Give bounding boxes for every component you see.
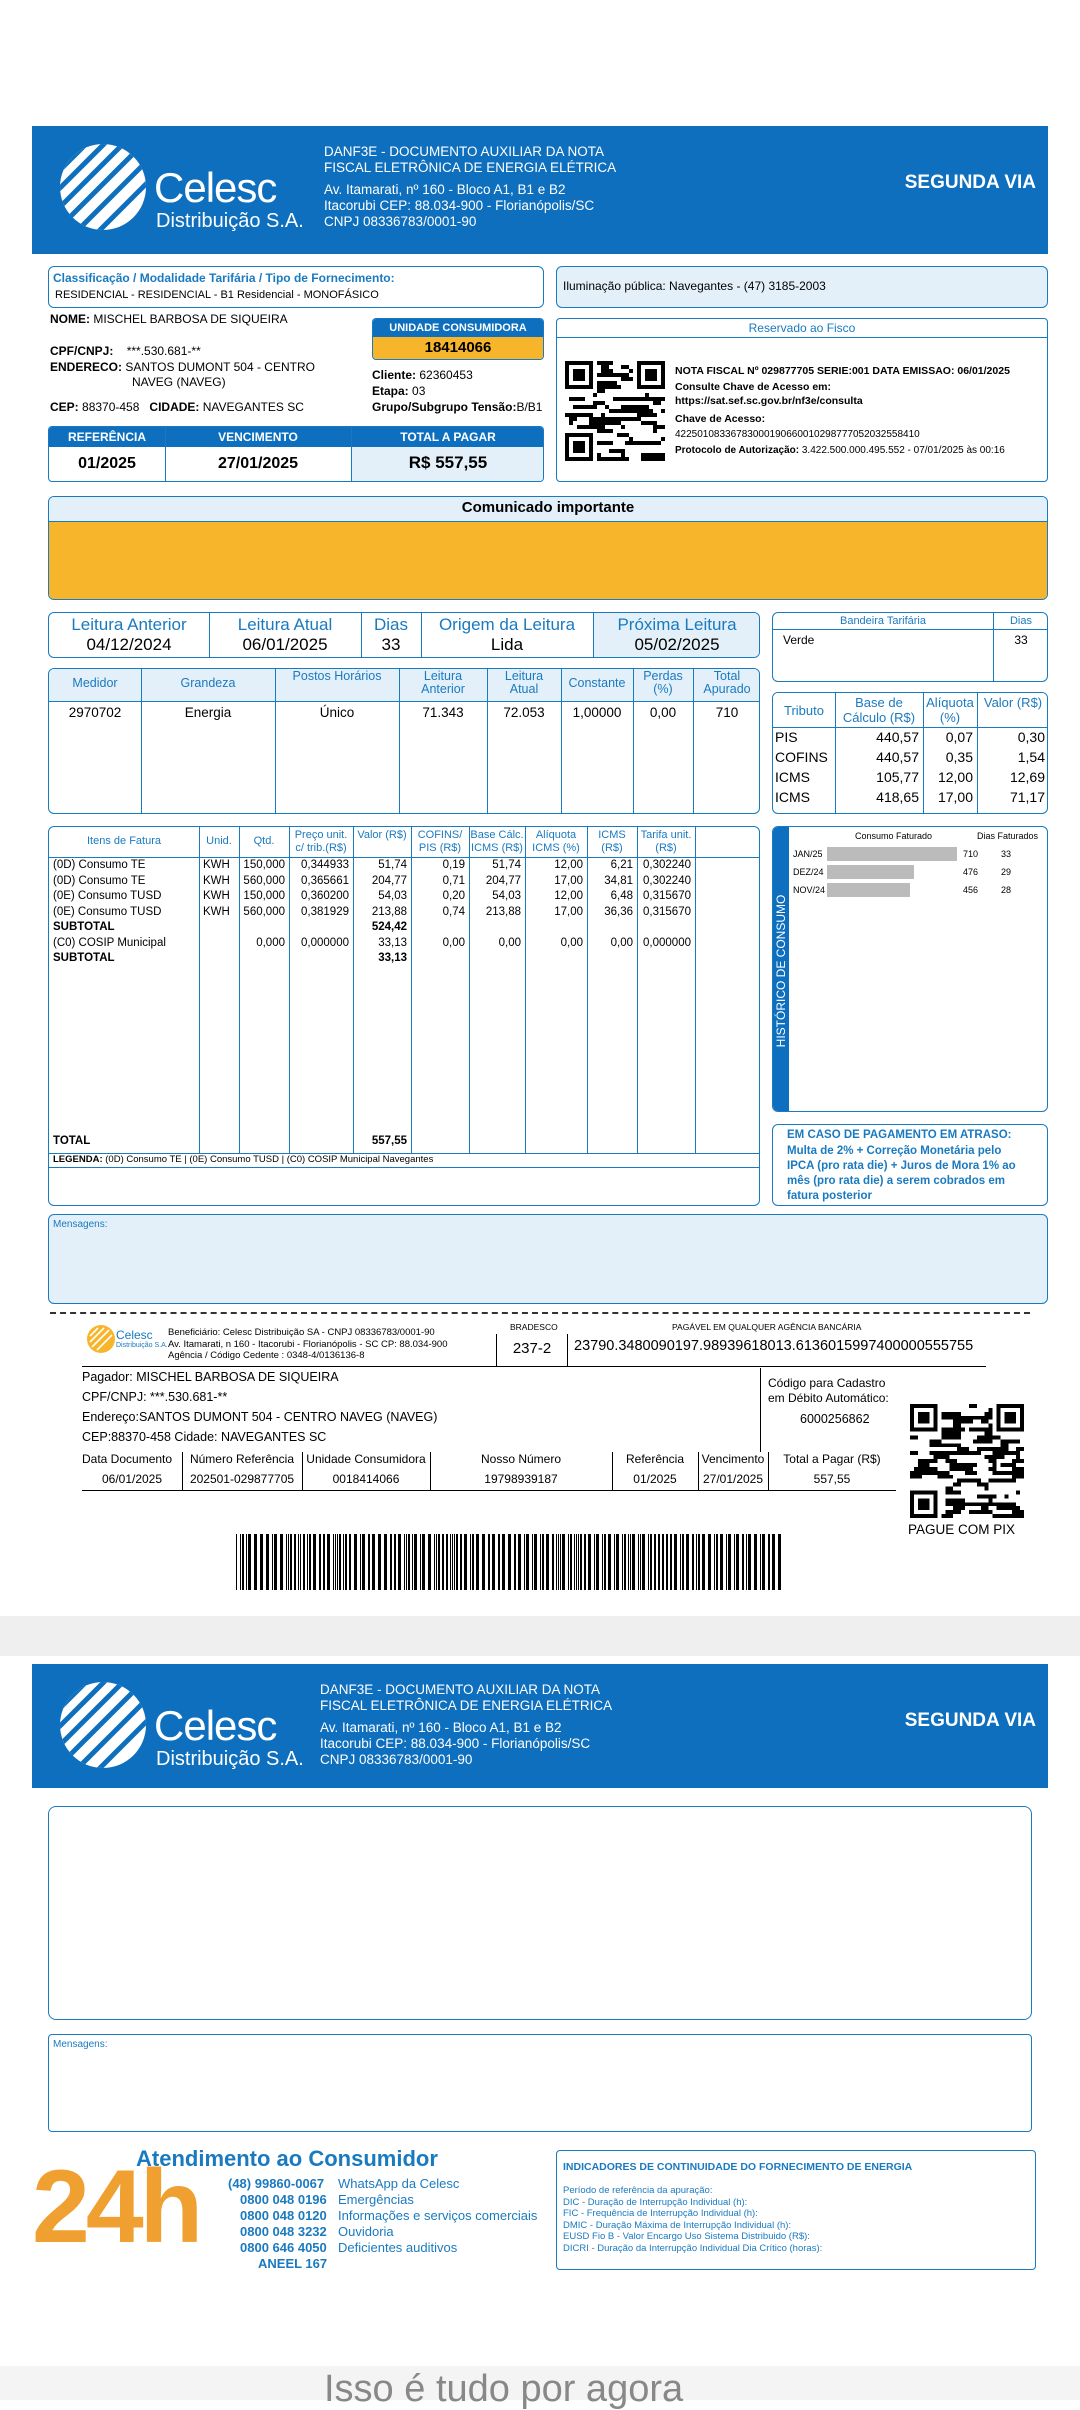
pagador: Pagador: MISCHEL BARBOSA DE SIQUEIRA [82, 1370, 339, 1384]
itens-cell: 12,00 [554, 859, 583, 871]
origem-label: Origem da Leitura [438, 615, 576, 634]
medidor-cell: 0,00 [649, 705, 677, 720]
itens-cell: (0D) Consumo TE [53, 859, 146, 871]
iluminacao-box [556, 266, 1048, 308]
historico-kwh: 710 [963, 849, 979, 859]
indicadores-title: INDICADORES DE CONTINUIDADE DO FORNECIMENTO DE ENERGIA [563, 2161, 913, 2173]
itens-cell: 6,48 [610, 890, 633, 902]
nfe-qrcode [565, 361, 665, 461]
cliente-endereco2: NAVEG (NAVEG) [132, 375, 226, 389]
historico-dias: 29 [1001, 867, 1012, 877]
itens-cell: 0,315670 [643, 890, 691, 902]
boleto-field-value: 01/2025 [633, 1472, 677, 1486]
bandeira-valor: Verde [783, 633, 815, 647]
atraso-l3: mês (pro rata die) a serem cobrados em [787, 1175, 1005, 1187]
itens-cell: 204,77 [485, 874, 521, 887]
total-label: TOTAL A PAGAR [400, 430, 496, 444]
tributo-cell: COFINS [775, 749, 828, 765]
historico-bar [827, 865, 914, 879]
beneficiario-endereco: Av. Itamarati, n 160 - Itacorubi - Florianópolis - SC CP: 88.034-900 [168, 1339, 448, 1350]
itens-header: Itens de Fatura [87, 835, 161, 847]
tributo-cell: 71,17 [1009, 789, 1045, 805]
itens-header: Alíquota ICMS (%) [532, 829, 580, 854]
itens-cell: 34,81 [604, 874, 633, 887]
boleto-field-label: Data Documento [82, 1452, 173, 1466]
leitura-anterior-label: Leitura Anterior [71, 615, 187, 634]
medidor-cell: 2970702 [68, 705, 122, 720]
itens-cell: 51,74 [378, 859, 407, 871]
itens-cell: 0,315670 [643, 905, 691, 918]
bandeira-label: Bandeira Tarifária [839, 615, 926, 627]
cliente-cpf: CPF/CNPJ: ***.530.681-** [50, 344, 201, 358]
itens-header: ICMS (R$) [598, 829, 626, 854]
boleto-field-value: 0018414066 [332, 1472, 400, 1486]
medidor-cell: 710 [715, 705, 739, 720]
medidor-header: Leitura Atual [504, 669, 544, 696]
celesc-logo-icon [58, 142, 148, 232]
header-info [320, 1682, 612, 1768]
boleto-field-value: 19798939187 [484, 1472, 558, 1486]
itens-cell: 33,13 [378, 936, 407, 949]
pix-qrcode[interactable] [910, 1404, 1024, 1518]
venc-label: VENCIMENTO [218, 430, 298, 444]
tributo-cell: 17,00 [937, 789, 973, 805]
origem-value: Lida [490, 635, 524, 654]
cliente-id: Cliente: 62360453 [372, 368, 473, 382]
barcode [236, 1534, 788, 1590]
small-brand-sub: Distribuição S.A. [116, 1342, 168, 1349]
itens-cell: 0,00 [560, 936, 583, 949]
tributo-header: Base de Cálculo (R$) [842, 695, 916, 725]
proxima-label: Próxima Leitura [617, 615, 737, 634]
itens-cell: 560,000 [243, 905, 285, 918]
cliente-nome: NOME: MISCHEL BARBOSA DE SIQUEIRA [50, 312, 288, 326]
atendimento-desc: Emergências [338, 2192, 414, 2207]
historico-bar [827, 847, 957, 861]
comunicado-title: Comunicado importante [49, 497, 1047, 521]
historico-vertical-label: HISTÓRICO DE CONSUMO [774, 894, 788, 1048]
itens-cell: 0,344933 [301, 859, 349, 871]
footer-text: Isso é tudo por agora [324, 2368, 684, 2410]
historico-dias: 33 [1001, 849, 1012, 859]
tributo-cell: 1,54 [1017, 749, 1045, 765]
atraso-l2: IPCA (pro rata die) + Juros de Mora 1% ao [787, 1160, 1016, 1172]
header-line1: DANF3E - DOCUMENTO AUXILIAR DA NOTA [320, 1682, 601, 1697]
pagador-endereco: Endereço:SANTOS DUMONT 504 - CENTRO NAVEG (NAVEG) [82, 1410, 438, 1424]
itens-cell: 0,360200 [301, 890, 349, 902]
itens-header: COFINS/ PIS (R$) [417, 829, 463, 854]
atraso-title: EM CASO DE PAGAMENTO EM ATRASO: [787, 1129, 1012, 1141]
tributo-cell: 0,07 [945, 729, 973, 745]
itens-cell: SUBTOTAL [53, 952, 115, 964]
tributo-cell: PIS [775, 729, 798, 745]
itens-cell: 0,381929 [301, 905, 349, 918]
itens-cell: 0,20 [442, 890, 465, 902]
venc-value: 27/01/2025 [217, 455, 299, 472]
medidor-header: Total Apurado [703, 669, 751, 696]
atendimento-24h: 24h [32, 2149, 200, 2265]
header-line3: Av. Itamarati, nº 160 - Bloco A1, B1 e B2 [320, 1720, 562, 1735]
boleto-field-label: Nosso Número [480, 1452, 562, 1466]
pix-label: PAGUE COM PIX [908, 1522, 1016, 1537]
atendimento-desc: Informações e serviços comerciais [338, 2208, 538, 2223]
itens-cell: KWH [203, 890, 230, 902]
itens-cell: 12,00 [554, 890, 583, 902]
boleto-field-label: Unidade Consumidora [306, 1452, 426, 1466]
boleto-line [82, 1490, 896, 1491]
medidor-cell: 72.053 [503, 705, 545, 720]
tributos-header-line [773, 727, 1048, 728]
historico-dias: 28 [1001, 885, 1012, 895]
medidor-header: Constante [568, 676, 626, 690]
cliente-cep: CEP: 88370-458 CIDADE: NAVEGANTES SC [50, 400, 304, 414]
header-info [324, 144, 616, 230]
itens-cell: 213,88 [485, 905, 521, 918]
col-divider [199, 827, 200, 1153]
small-brand: Celesc [116, 1328, 153, 1342]
itens-cell: 0,000 [256, 936, 285, 949]
itens-total-value: 557,55 [371, 1135, 407, 1147]
itens-cell: 560,000 [243, 874, 285, 887]
itens-cell: 0,000000 [643, 936, 691, 949]
cut-line [50, 1312, 1030, 1314]
historico-kwh: 456 [963, 885, 979, 895]
invoice-header-2 [32, 1664, 1048, 1788]
pagador-cep: CEP:88370-458 Cidade: NAVEGANTES SC [82, 1430, 327, 1444]
leitura-anterior: 04/12/2024 [86, 635, 172, 654]
boleto-field-value: 202501-029877705 [189, 1472, 295, 1486]
mensagens-box [48, 1214, 1048, 1304]
atraso-box [772, 1124, 1048, 1206]
bandeira-dias-label: Dias [1009, 615, 1032, 627]
itens-cell: 6,21 [610, 859, 633, 871]
itens-cell: 17,00 [554, 905, 583, 918]
fisco-label: Reservado ao Fisco [748, 321, 856, 335]
cadastro-label1: Código para Cadastro [768, 1376, 886, 1390]
itens-cell: 36,36 [604, 905, 633, 918]
boleto-divider [768, 1452, 769, 1490]
celesc-small-logo-icon [86, 1324, 116, 1354]
iluminacao-text: Iluminação pública: Navegantes - (47) 3185-2003 [563, 279, 826, 293]
classification-label: Classificação / Modalidade Tarifária / Tipo de Fornecimento: [53, 271, 395, 285]
dias-label: Dias [373, 615, 408, 634]
empty-panel [48, 1806, 1032, 2020]
payment-summary [48, 426, 544, 482]
atendimento-numero: 0800 646 4050 [240, 2240, 327, 2255]
itens-cell: 150,000 [243, 859, 285, 871]
bandeira-box [772, 612, 1048, 682]
celesc-logo-icon [58, 1680, 148, 1770]
banco-code: 237-2 [512, 1340, 552, 1357]
itens-cell: 0,302240 [643, 874, 691, 887]
leitura-atual: 06/01/2025 [242, 635, 328, 654]
tributo-cell: 0,30 [1017, 729, 1045, 745]
boleto-divider [430, 1452, 431, 1490]
grupo: Grupo/Subgrupo Tensão:B/B1 [372, 400, 543, 414]
atendimento-numero: 0800 048 0196 [240, 2192, 327, 2207]
itens-total-label: TOTAL [53, 1135, 91, 1147]
medidor-cell: 71.343 [422, 705, 464, 720]
header-line4: Itacorubi CEP: 88.034-900 - Florianópolis/SC [324, 198, 595, 213]
nf-number: NOTA FISCAL Nº 029877705 SERIE:001 DATA EMISSAO: 06/01/2025 [675, 365, 1010, 377]
col-divider [141, 669, 142, 814]
historico-bar [827, 883, 910, 897]
chave-value: 42250108336783000190660010298777052032558410 [675, 429, 920, 440]
historico-kwh: 476 [963, 867, 979, 877]
tributo-cell: 440,57 [876, 749, 919, 765]
tributo-cell: 0,35 [945, 749, 973, 765]
medidor-header: Postos Horários [292, 669, 382, 683]
boleto-field-value: 06/01/2025 [101, 1472, 163, 1486]
uc-box [372, 318, 544, 360]
itens-cell: (0D) Consumo TE [53, 874, 146, 887]
page-gap [0, 1616, 1080, 1656]
itens-header: Qtd. [253, 835, 275, 847]
etapa: Etapa: 03 [372, 384, 426, 398]
atendimento-desc: Deficientes auditivos [338, 2240, 458, 2255]
itens-cell: 204,77 [371, 874, 407, 887]
indicador-line: DMIC - Duração Máxima de Interrupção Individual (h): [563, 2219, 792, 2231]
itens-legenda: LEGENDA: (0D) Consumo TE | (0E) Consumo TUSD | (C0) COSIP Municipal Navegantes [53, 1154, 434, 1165]
brand-name: Celesc [154, 1702, 277, 1749]
itens-cell: 150,000 [243, 890, 285, 902]
itens-cell: 0,000000 [301, 936, 349, 949]
banco-label: BRADESCO [510, 1322, 558, 1332]
col-divider [695, 827, 696, 1153]
total-value: R$ 557,55 [408, 453, 488, 472]
invoice-header [32, 126, 1048, 254]
itens-cell: 54,03 [492, 890, 521, 902]
leitura-atual-label: Leitura Atual [237, 615, 333, 634]
itens-header: Base Cálc. ICMS (R$) [470, 829, 524, 854]
medidor-header: Medidor [72, 676, 118, 690]
boleto-divider [182, 1452, 183, 1490]
itens-cell: 213,88 [371, 905, 407, 918]
segunda-via-label: SEGUNDA VIA [904, 172, 1036, 193]
cadastro-code: 6000256862 [800, 1412, 870, 1426]
medidor-header: Leitura Anterior [421, 669, 465, 696]
atendimento-desc: Ouvidoria [338, 2224, 394, 2239]
header-line2: FISCAL ELETRÔNICA DE ENERGIA ELÉTRICA [320, 1698, 613, 1713]
itens-box [48, 826, 760, 1206]
medidor-cell: Energia [184, 705, 232, 720]
cliente-endereco: ENDERECO: SANTOS DUMONT 504 - CENTRO [50, 360, 315, 374]
itens-cell: KWH [203, 905, 230, 918]
itens-header-line [49, 857, 760, 858]
medidor-box [48, 668, 760, 814]
header-line4: Itacorubi CEP: 88.034-900 - Florianópolis/SC [320, 1736, 591, 1751]
invoice-page-1 [32, 126, 1048, 1610]
historico-mes: NOV/24 [793, 885, 826, 895]
historico-col2: Dias Faturados [977, 831, 1039, 841]
itens-cell: 0,74 [442, 905, 465, 918]
dias-value: 33 [381, 635, 401, 654]
segunda-via-label: SEGUNDA VIA [904, 1710, 1036, 1731]
tributo-cell: 12,69 [1009, 769, 1045, 785]
indicador-line: DIC - Duração de Interrupção Individual (h): [563, 2196, 748, 2208]
itens-cell: 0,365661 [301, 874, 349, 887]
tributo-cell: 418,65 [876, 789, 919, 805]
uc-label: UNIDADE CONSUMIDORA [373, 319, 543, 337]
itens-header: Unid. [206, 835, 232, 847]
boleto-divider [302, 1452, 303, 1490]
indicadores-box [556, 2150, 1036, 2270]
pagador-cpf: CPF/CNPJ: ***.530.681-** [82, 1390, 228, 1404]
comunicado-box [48, 496, 1048, 600]
pagavel: PAGÁVEL EM QUALQUER AGÊNCIA BANCÁRIA [672, 1322, 862, 1332]
tributo-cell: 12,00 [937, 769, 973, 785]
mensagens-label: Mensagens: [53, 1219, 108, 1230]
medidor-header: Perdas (%) [643, 669, 683, 696]
atendimento-numero: (48) 99860-0067 [228, 2176, 325, 2191]
tributo-cell: 105,77 [876, 769, 919, 785]
mensagens-label: Mensagens: [53, 2039, 108, 2050]
itens-cell: 33,13 [378, 952, 407, 964]
historico-col1: Consumo Faturado [855, 831, 933, 841]
tributo-header: Alíquota (%) [926, 695, 974, 725]
itens-header: Tarifa unit. (R$) [640, 829, 692, 854]
boleto-field-value: 27/01/2025 [702, 1472, 764, 1486]
itens-cell: 0,00 [610, 936, 633, 949]
historico-mes: DEZ/24 [793, 867, 824, 877]
atraso-l1: Multa de 2% + Correção Monetária pelo [787, 1145, 1002, 1157]
aneel: ANEEL 167 [258, 2256, 328, 2271]
classification-value: RESIDENCIAL - RESIDENCIAL - B1 Residencial - MONOFÁSICO [55, 289, 379, 301]
itens-cell: KWH [203, 859, 230, 871]
brand-sub: Distribuição S.A. [156, 210, 304, 232]
itens-cell: (0E) Consumo TUSD [53, 905, 162, 918]
atendimento-numero: 0800 048 3232 [240, 2224, 327, 2239]
indicador-line: FIC - Frequência de Interrupção Individual (h): [563, 2208, 758, 2219]
ref-label: REFERÊNCIA [67, 430, 146, 444]
itens-cell: 0,00 [498, 936, 521, 949]
itens-cell: 51,74 [492, 859, 521, 871]
itens-header: Preço unit. c/ trib.(R$) [294, 829, 348, 854]
uc-number: 18414066 [373, 337, 543, 360]
itens-cell: (C0) COSIP Municipal [53, 936, 166, 949]
chave-label: Chave de Acesso: [675, 413, 766, 425]
boleto-field-label: Referência [625, 1452, 685, 1466]
indicador-line: DICRI - Duração da Interrupção Individual Dia Crítico (horas): [563, 2242, 823, 2254]
agencia: Agência / Código Cedente : 0348-4/0136136-8 [168, 1350, 365, 1361]
ref-value: 01/2025 [78, 455, 136, 472]
itens-cell: (0E) Consumo TUSD [53, 890, 162, 902]
invoice-page-2 [32, 1664, 1048, 2284]
classification-box [48, 266, 544, 308]
boleto-field-label: Vencimento [701, 1452, 765, 1466]
col-divider [275, 669, 276, 814]
header-line5: CNPJ 08336783/0001-90 [324, 214, 477, 229]
boleto-divider [612, 1452, 613, 1490]
header-line2: FISCAL ELETRÔNICA DE ENERGIA ELÉTRICA [324, 160, 617, 175]
beneficiario: Beneficiário: Celesc Distribuição SA - CNPJ 08336783/0001-90 [168, 1327, 435, 1338]
itens-cell: 0,19 [442, 859, 465, 871]
itens-header: Valor (R$) [357, 829, 407, 841]
boleto-field-label: Total a Pagar (R$) [783, 1452, 881, 1466]
tributo-cell: ICMS [775, 789, 810, 805]
indicador-line: Período de referência da apuração: [563, 2185, 713, 2196]
itens-cell: 0,71 [442, 874, 465, 887]
atraso-l4: fatura posterior [787, 1190, 872, 1202]
historico-box [772, 826, 1048, 1112]
header-line1: DANF3E - DOCUMENTO AUXILIAR DA NOTA [324, 144, 605, 159]
medidor-header: Grandeza [180, 676, 236, 690]
consulte-label: Consulte Chave de Acesso em: [675, 381, 831, 393]
itens-cell: 17,00 [554, 874, 583, 887]
atendimento-numero: 0800 048 0120 [240, 2208, 327, 2223]
itens-cell: KWH [203, 874, 230, 887]
indicador-line: EUSD Fio B - Valor Encargo Uso Sistema Distribuido (R$): [563, 2231, 810, 2242]
proxima-value: 05/02/2025 [634, 635, 720, 654]
comunicado-content [49, 521, 1047, 600]
itens-cell: 524,42 [371, 921, 407, 933]
boleto-divider [698, 1452, 699, 1490]
cadastro-label2: em Débito Automático: [768, 1391, 889, 1405]
tributo-header: Valor (R$) [983, 695, 1043, 710]
header-line5: CNPJ 08336783/0001-90 [320, 1752, 473, 1767]
bandeira-dias: 33 [1014, 633, 1028, 647]
medidor-cell: 1,00000 [572, 705, 622, 720]
leitura-box [48, 612, 760, 658]
historico-mes: JAN/25 [793, 849, 823, 859]
boleto-field-value: 557,55 [813, 1472, 851, 1486]
brand-sub: Distribuição S.A. [156, 1748, 304, 1770]
boleto-field-label: Número Referência [189, 1452, 295, 1466]
itens-cell: SUBTOTAL [53, 921, 115, 933]
atendimento-desc: WhatsApp da Celesc [338, 2176, 460, 2191]
tributo-cell: ICMS [775, 769, 810, 785]
mensagens-box-2 [48, 2034, 1032, 2132]
itens-cell: 0,302240 [643, 859, 691, 871]
itens-legend-line [49, 1167, 760, 1168]
atendimento-title: Atendimento ao Consumidor [136, 2146, 438, 2171]
footer-strip [0, 2366, 1080, 2410]
consulta-url[interactable]: https://sat.sef.sc.gov.br/nf3e/consulta [675, 395, 863, 407]
header-line3: Av. Itamarati, nº 160 - Bloco A1, B1 e B2 [324, 182, 566, 197]
linha-digitavel: 23790.3480090197.98939618013.6136015997400000555755 [574, 1338, 974, 1354]
tributo-header: Tributo [784, 703, 824, 718]
itens-cell: 0,00 [442, 936, 465, 949]
fisco-box [556, 318, 1048, 482]
medidor-cell: Único [319, 705, 355, 720]
itens-cell: 54,03 [378, 890, 407, 902]
tributo-cell: 440,57 [876, 729, 919, 745]
tributos-box [772, 692, 1048, 814]
protocolo: Protocolo de Autorização: 3.422.500.000.495.552 - 07/01/2025 às 00:16 [675, 445, 1005, 456]
boleto-vline [760, 1368, 761, 1452]
col-divider [561, 669, 562, 814]
brand-name: Celesc [154, 164, 277, 211]
